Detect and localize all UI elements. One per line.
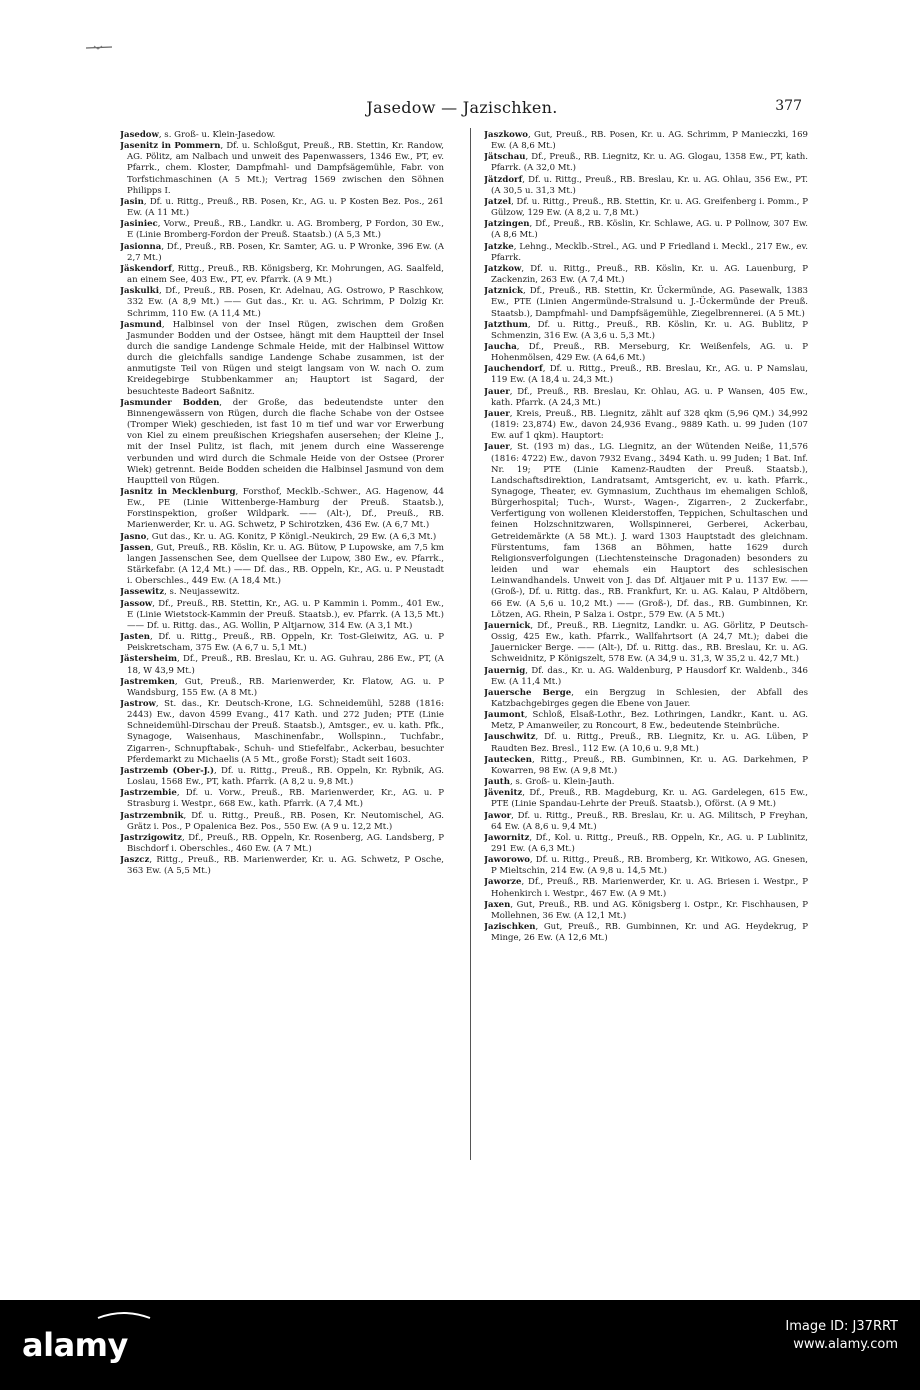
entry-headword: Jazischken: [484, 922, 536, 933]
entry-text: , Df., Preuß., RB. Liegnitz, Landkr. u. AG. Görlitz, P Deutsch-Ossig, 425 Ew., kath. Pfarrk., Wallfahrtsort (A 24,7 Mt.); dabei die Jauernicker Berge. —— (Alt-), Df. u. Rittg. das., RB. Breslau, Kr. u. AG. Schweidnitz, P Königszelt, 578 Ew. (A 34,9 u. 31,3, W 35,2 u. 42,7 Mt.): [491, 620, 808, 665]
entry-text: , Df., Preuß., RB. Breslau, Kr. Ohlau, AG. u. P Wansen, 405 Ew., kath. Pfarrk. (A 24,3 Mt.): [491, 386, 808, 408]
entry-text: , Df., Preuß., RB. Posen, Kr. Adelnau, AG. Ostrowo, P Raschkow, 332 Ew. (A 8,9 Mt.) —— Gut das., Kr. u. AG. Schrimm, P Dolzig Kr. Schrimm, 110 Ew. (A 11,4 Mt.): [127, 286, 444, 319]
dictionary-entry: [484, 877, 808, 899]
entry-headword: Jaszkowo: [484, 130, 528, 140]
dictionary-entry: [484, 264, 808, 286]
entry-headword: Jaszcz: [120, 855, 150, 866]
dictionary-entry: [484, 197, 808, 219]
entry-text: , Schloß, Elsaß-Lothr., Bez. Lothringen, Landkr., Kant. u. AG. Metz, P Amanweiler, zu Roncourt, 8 Ew., bedeutende Steinbrüche.: [491, 710, 808, 732]
entry-headword: Jasionna: [120, 241, 162, 252]
entry-text: , Rittg., Preuß., RB. Königsberg, Kr. Mohrungen, AG. Saalfeld, an einem See, 403 Ew., PT, ev. Pfarrk. (A 9 Mt.): [127, 263, 444, 286]
entry-headword: Jasin: [120, 196, 144, 207]
entry-text: , St. das., Kr. Deutsch-Krone, LG. Schneidemühl, 5288 (1816: 2443) Ew., davon 4599 Evang., 417 Kath. und 272 Juden; PTE (Linie Schneidemühl-Dirschau der Preuß. Staatsb.), Amtsger., ev. u. kath. Pfk., Synagoge, Waisenhaus, Maschinenfabr., Wollspinn., Tuchfabr., Zigarren-, Schnupftabak-, Schuh- und Stiefelfabr., Ackerbau, besuchter Pferdemarkt zu Michaelis (A 5 Mt., große Forst); Stadt seit 1603.: [127, 698, 444, 765]
entry-text: , s. Neujassewitz.: [164, 587, 240, 598]
right-column: [484, 130, 808, 1160]
dictionary-entry: [484, 242, 808, 264]
entry-headword: Jasmund: [120, 319, 162, 330]
entry-headword: Jaucha: [484, 341, 517, 352]
dictionary-entry: [484, 152, 808, 174]
entry-text: , Df. u. Rittg., Preuß., RB. Posen, Kr. Neutomischel, AG. Grätz i. Pos., P Opalenica Bez. Pos., 550 Ew. (A 9 u. 12,2 Mt.): [127, 810, 444, 832]
entry-text: , Df. das., Kr. u. AG. Waldenburg, P Hausdorf Kr. Waldenb., 346 Ew. (A 11,4 Mt.): [491, 665, 808, 687]
entry-headword: Jatzel: [484, 196, 512, 207]
dictionary-entry: [484, 811, 808, 833]
running-title: Jasedow — Jazischken.: [366, 98, 558, 117]
dictionary-entry: [484, 710, 808, 732]
entry-headword: Jauer: [484, 408, 510, 419]
entry-text: , Df. u. Rittg., Preuß., RB. Breslau, Kr., AG. u. P Namslau, 119 Ew. (A 18,4 u. 24,3 Mt.): [491, 364, 808, 386]
entry-headword: Jauth: [484, 777, 510, 788]
dictionary-entry: [120, 286, 444, 319]
entry-text: , Df. u. Schloßgut, Preuß., RB. Stettin, Kr. Randow, AG. Pölitz, am Nalbach und unweit des Papenwassers, 1346 Ew., PT, ev. Pfarrk., chem. Kloster, Dampfmahl- und Dampfsägemühle, Fabr. von Torfstichmaschinen (A 5 Mt.); Vertrag 1569 zwischen den Söhnen Philipps I.: [127, 141, 444, 196]
entry-text: , Vorw., Preuß., RB., Landkr. u. AG. Bromberg, P Fordon, 30 Ew., E (Linie Bromberg-Fordon der Preuß. Staatsb.) (A 5,3 Mt.): [127, 219, 444, 241]
entry-text: , Df. u. Rittg., Preuß., RB. Breslau, Kr. u. AG. Militsch, P Freyhan, 64 Ew. (A 8,6 u. 9,4 Mt.): [491, 810, 808, 832]
dictionary-entry: [484, 833, 808, 855]
entry-text: , Df. u. Rittg., Preuß., RB. Stettin, Kr. u. AG. Greifenberg i. Pomm., P Gülzow, 129 Ew. (A 8,2 u. 7,8 Mt.): [491, 196, 808, 219]
dictionary-entry: [484, 855, 808, 877]
left-column: [120, 130, 444, 1160]
entry-headword: Jauchendorf: [484, 364, 543, 375]
dictionary-entry: [120, 130, 444, 141]
entry-text: , Rittg., Preuß., RB. Marienwerder, Kr. u. AG. Schwetz, P Osche, 363 Ew. (A 5,5 Mt.): [127, 855, 444, 877]
dictionary-entry: [484, 364, 808, 386]
entry-headword: Jasnitz in Mecklenburg: [120, 487, 236, 497]
entry-headword: Jastrzembnik: [120, 810, 184, 821]
entry-text: , Df. u. Rittg., Preuß., RB. Köslin, Kr. u. AG. Bublitz, P Schmenzin, 316 Ew. (A 3,6 u. 5,3 Mt.): [491, 319, 808, 341]
entry-headword: Jauer: [484, 386, 510, 397]
entry-text: , Df. u. Rittg., Preuß., RB. Köslin, Kr. u. AG. Lauenburg, P Zackenzin, 263 Ew. (A 7,4 Mt.): [491, 263, 808, 286]
entry-text: , Gut das., Kr. u. AG. Konitz, P Königl.-Neukirch, 29 Ew. (A 6,3 Mt.): [146, 531, 437, 542]
dictionary-entry: [120, 599, 444, 632]
entry-headword: Jauschwitz: [484, 732, 536, 743]
dictionary-entry: [120, 543, 444, 588]
entry-headword: Jasenitz in Pommern: [120, 141, 221, 152]
entry-text: , Df. u. Vorw., Preuß., RB. Marienwerder, Kr., AG. u. P Strasburg i. Westpr., 668 Ew., kath. Pfarrk. (A 7,4 Mt.): [127, 788, 444, 810]
dictionary-entry: [120, 677, 444, 699]
entry-headword: Jätschau: [484, 152, 526, 163]
dictionary-entry: [484, 788, 808, 810]
entry-headword: Jasten: [120, 632, 150, 643]
entry-text: , Gut, Preuß., RB. Posen, Kr. u. AG. Schrimm, P Manieczki, 169 Ew. (A 8,6 Mt.): [491, 130, 808, 152]
entry-headword: Jawor: [484, 810, 512, 821]
entry-headword: Jatzkow: [484, 263, 522, 274]
dictionary-entry: [484, 320, 808, 342]
entry-text: , Df., Preuß., RB. Liegnitz, Kr. u. AG. Glogau, 1358 Ew., PT, kath. Pfarrk. (A 32,0 Mt.): [491, 152, 808, 174]
watermark-logo-arc-icon: [96, 1311, 152, 1319]
watermark-logo: alamy: [22, 1326, 128, 1364]
page-corner-mark-icon: [86, 44, 112, 52]
entry-text: , Lehng., Mecklb.-Strel., AG. und P Friedland i. Meckl., 217 Ew., ev. Pfarrk.: [491, 241, 808, 263]
dictionary-entry: [120, 766, 444, 788]
dictionary-entry: [484, 666, 808, 688]
entry-text: , Gut, Preuß., RB. Köslin, Kr. u. AG. Bütow, P Lupowske, am 7,5 km langen Jassenschen See, dem Quellsee der Lupow, 380 Ew., ev. Pfarrk., Stärkefabr. (A 12,4 Mt.) —— Df. das., RB. Oppeln, Kr., AG. u. P Neustadt i. Oberschles., 449 Ew. (A 18,4 Mt.): [127, 542, 444, 587]
dictionary-entry: [120, 398, 444, 487]
page-header: [122, 98, 802, 122]
dictionary-entry: [120, 833, 444, 855]
entry-text: , Gut, Preuß., RB. Marienwerder, Kr. Flatow, AG. u. P Wandsburg, 155 Ew. (A 8 Mt.): [127, 676, 444, 698]
dictionary-entry: [484, 621, 808, 666]
entry-text: , Df., Preuß., RB. Stettin, Kr., AG. u. P Kammin i. Pomm., 401 Ew., E (Linie Wietstock-Kammin der Preuß. Staatsb.), ev. Pfarrk. (A 13,5 Mt.) —— Df. u. Rittg. das., AG. Wollin, P Altjarnow, 314 Ew. (A 3,1 Mt.): [127, 598, 444, 631]
entry-text: , Kreis, Preuß., RB. Liegnitz, zählt auf 328 qkm (5,96 QM.) 34,992 (1819: 23,874) Ew., davon 24,936 Evang., 9889 Kath. u. 99 Juden (107 Ew. auf 1 qkm). Hauptort:: [491, 408, 808, 442]
entry-headword: Jasno: [120, 531, 147, 542]
entry-headword: Jasiniec: [120, 219, 158, 230]
dictionary-entry: [484, 409, 808, 442]
dictionary-entry: [120, 141, 444, 197]
entry-text: , Df., Preuß., RB. Stettin, Kr. Ückermünde, AG. Pasewalk, 1383 Ew., PTE (Linien Angermünde-Stralsund u. J.-Ückermünde der Preuß. Staatsb.), Dampfmahl- und Dampfsägemühle, Ziegelbrennerei. (A 5 Mt.): [491, 286, 808, 319]
entry-headword: Jastremken: [120, 676, 175, 687]
entry-headword: Jästersheim: [120, 654, 178, 665]
dictionary-entry: [120, 788, 444, 810]
entry-headword: Jäskendorf: [120, 263, 172, 274]
entry-headword: Jastrzigowitz: [120, 832, 183, 843]
entry-text: , Df. u. Rittg., Preuß., RB. Oppeln, Kr. Rybnik, AG. Loslau, 1568 Ew., PT, kath. Pfarrk. (A 8,2 u. 9,8 Mt.): [127, 765, 444, 788]
entry-text: , Gut, Preuß., RB. Gumbinnen, Kr. und AG. Heydekrug, P Minge, 26 Ew. (A 12,6 Mt.): [491, 922, 808, 944]
dictionary-entry: [120, 487, 444, 532]
entry-headword: Jaworowo: [484, 855, 530, 866]
entry-headword: Jatzke: [484, 241, 514, 252]
entry-headword: Jaumont: [484, 710, 525, 721]
page-number: 377: [775, 98, 802, 114]
entry-text: , Forsthof, Mecklb.-Schwer., AG. Hagenow, 44 Ew., PE (Linie Wittenberge-Hamburg der Preuß. Staatsb.), Forstinspektion, großer Wildpark. —— (Alt-), Df., Preuß., RB. Marienwerder, Kr. u. AG. Schwetz, P Schirotzken, 436 Ew. (A 6,7 Mt.): [127, 487, 444, 531]
entry-headword: Jawornitz: [484, 832, 530, 843]
dictionary-entry: [484, 732, 808, 754]
watermark-image-id: Image ID: J37RRT: [785, 1319, 898, 1334]
dictionary-entry: [120, 699, 444, 766]
dictionary-entry: [120, 654, 444, 676]
entry-headword: Jassow: [120, 598, 153, 609]
entry-text: , s. Groß- u. Klein-Jauth.: [509, 777, 615, 788]
entry-headword: Jastrzembie: [120, 788, 177, 799]
dictionary-entry: [484, 922, 808, 944]
dictionary-entry: [120, 532, 444, 543]
watermark-meta: [785, 1318, 898, 1354]
entry-text: , Df., Preuß., RB. Oppeln, Kr. Rosenberg, AG. Landsberg, P Bischdorf i. Oberschles., 460 Ew. (A 7 Mt.): [127, 832, 444, 854]
entry-text: , Df., Preuß., RB. Magdeburg, Kr. u. AG. Gardelegen, 615 Ew., PTE (Linie Spandau-Lehrte der Preuß. Staatsb.), Oförst. (A 9 Mt.): [491, 788, 808, 810]
entry-text: , Df. u. Rittg., Preuß., RB. Bromberg, Kr. Witkowo, AG. Gnesen, P Mieltschin, 214 Ew. (A 9,8 u. 14,5 Mt.): [491, 855, 808, 877]
entry-text: , Df., Preuß., RB. Posen, Kr. Samter, AG. u. P Wronke, 396 Ew. (A 2,7 Mt.): [127, 241, 444, 263]
entry-text: , Df., Preuß., RB. Marienwerder, Kr. u. AG. Briesen i. Westpr., P Hohenkirch i. Westpr., 467 Ew. (A 9 Mt.): [491, 877, 808, 899]
dictionary-entry: [484, 130, 808, 152]
entry-text: , Df. u. Rittg., Preuß., RB. Oppeln, Kr. Tost-Gleiwitz, AG. u. P Peiskretscham, 375 Ew. (A 6,7 u. 5,1 Mt.): [127, 632, 444, 654]
entry-headword: Jautecken: [484, 754, 532, 765]
dictionary-entry: [120, 587, 444, 598]
entry-headword: Jaworze: [484, 877, 522, 888]
entry-text: , Halbinsel von der Insel Rügen, zwischen dem Großen Jasmunder Bodden und der Ostsee, hängt mit dem Hauptteil der Insel durch die sandige Landenge Schmale Heide, mit der Halbinsel Wittow durch die gleichfalls sandige Landenge Schabe zusammen, ist der anmutigste Teil von Rügen und steigt langsam von W. nach O. zum Kreidegebirge Stubbenkammer an; Hauptort ist Sagard, der besuchteste Badeort Saßnitz.: [127, 319, 444, 397]
entry-text: , Df., Preuß., RB. Breslau, Kr. u. AG. Guhrau, 286 Ew., PT, (A 18, W 43,9 Mt.): [127, 654, 444, 676]
entry-headword: Jaskulki: [120, 286, 159, 297]
dictionary-entry: [484, 219, 808, 241]
entry-headword: Jatznick: [484, 286, 523, 297]
entry-headword: Jassewitz: [120, 587, 165, 598]
entry-text: , s. Groß- u. Klein-Jasedow.: [158, 130, 276, 140]
dictionary-entry: [120, 320, 444, 398]
entry-headword: Jasedow: [120, 130, 159, 140]
entry-headword: Jatzthum: [484, 319, 528, 330]
dictionary-entry: [484, 387, 808, 409]
entry-text: , Df., Preuß., RB. Merseburg, Kr. Weißenfels, AG. u. P Hohenmölsen, 429 Ew. (A 64,6 Mt.): [491, 341, 808, 364]
entry-text: , St. (193 m) das., LG. Liegnitz, an der Wütenden Neiße, 11,576 (1816: 4722) Ew., davon 7932 Evang., 3494 Kath. u. 99 Juden; 1 Bat. Inf. Nr. 19; PTE (Linie Kamenz-Raudten der Preuß. Staatsb.), Landschaftsdirektion, Landratsamt, Amtsgericht, ev. u. kath. Pfarrk., Synagoge, Theater, ev. Gymnasium, Zuchthaus im ehemaligen Schloß, Bürgerhospital; Tuch-, Wurst-, Wagen-, Zigarren-, 2 Zuckerfabr., Verfertigung von wollenen Kleiderstoffen, Teppichen, Schultaschen und feinen Holzschnitzwaren, Wollspinnerei, Gerberei, Ackerbau, Getreidemärkte (A 58 Mt.). J. ward 1303 Hauptstadt des gleichnam. Fürstentums, fam 1368 an Böhmen, hatte 1629 durch Religionsverfolgungen (Liechtensteinsche Dragonaden) besonders zu leiden und war ehemals ein Hauptort des schlesischen Leinwandhandels. Unweit von J. das Df. Altjauer mit P u. 1137 Ew. —— (Groß-), Df. u. Rittg. das., RB. Frankfurt, Kr. u. AG. Kalau, P Altdöbern, 66 Ew. (A 5,6 u. 10,2 Mt.) —— (Groß-), Df. das., RB. Gumbinnen, Kr. Lötzen, AG. Rhein, P Salza i. Ostpr., 579 Ew. (A 5 Mt.): [491, 442, 808, 620]
dictionary-entry: [120, 264, 444, 286]
entry-text: , der Große, das bedeutendste unter den Binnengewässern von Rügen, durch die flache Schabe von der Ostsee (Tromper Wiek) geschieden, ist fast 10 m tief und war vor Erwerbung von Kiel zu einem preußischen Kriegshafen ausersehen; der Kleine J., mit der Insel Pulitz, ist flach, mit jenem durch eine Wasserenge verbunden und wird durch die Schmale Heide von der Ostsee (Prorer Wiek) getrennt. Beide Bodden scheiden die Halbinsel Jasmund von dem Hauptteil von Rügen.: [127, 397, 444, 486]
dictionary-entry: [120, 632, 444, 654]
entry-text: , Df. u. Rittg., Preuß., RB. Posen, Kr., AG. u. P Kosten Bez. Pos., 261 Ew. (A 11 Mt.): [127, 196, 444, 219]
dictionary-entry: [120, 811, 444, 833]
dictionary-entry: [484, 688, 808, 710]
dictionary-entry: [120, 197, 444, 219]
entry-headword: Jauersche Berge: [484, 687, 572, 698]
entry-text: , Rittg., Preuß., RB. Gumbinnen, Kr. u. AG. Darkehmen, P Kowarren, 98 Ew. (A 9,8 Mt.): [491, 754, 808, 776]
dictionary-entry: [484, 755, 808, 777]
entry-headword: Jauer: [484, 442, 510, 453]
entry-headword: Jassen: [120, 542, 151, 553]
entry-text: , Df., Kol. u. Rittg., Preuß., RB. Oppeln, Kr., AG. u. P Lublinitz, 291 Ew. (A 6,3 Mt.): [491, 832, 808, 854]
dictionary-entry: [484, 442, 808, 621]
dictionary-entry: [120, 219, 444, 241]
entry-text: , Df. u. Rittg., Preuß., RB. Liegnitz, Kr. u. AG. Lüben, P Raudten Bez. Bresl., 112 Ew. (A 10,6 u. 9,8 Mt.): [491, 732, 808, 754]
dictionary-entry: [120, 242, 444, 264]
entry-headword: Jatzingen: [484, 219, 530, 230]
dictionary-entry: [484, 342, 808, 364]
entry-text: , Df., Preuß., RB. Köslin, Kr. Schlawe, AG. u. P Pollnow, 307 Ew. (A 8,6 Mt.): [491, 219, 808, 241]
entry-text: , ein Bergzug in Schlesien, der Abfall des Katzbachgebirges gegen die Ebene von Jauer.: [491, 687, 808, 709]
dictionary-entry: [484, 900, 808, 922]
entry-text: , Gut, Preuß., RB. und AG. Königsberg i. Ostpr., Kr. Fischhausen, P Mollehnen, 36 Ew. (A 12,1 Mt.): [491, 899, 808, 921]
dictionary-entry: [484, 777, 808, 788]
entry-headword: Jauernig: [484, 665, 526, 676]
entry-text: , Df. u. Rittg., Preuß., RB. Breslau, Kr. u. AG. Ohlau, 356 Ew., PT. (A 30,5 u. 31,3 Mt.): [491, 174, 808, 196]
entry-headword: Jauernick: [484, 620, 531, 631]
dictionary-entry: [120, 855, 444, 877]
dictionary-entry: [484, 175, 808, 197]
watermark-site: www.alamy.com: [793, 1337, 898, 1352]
entry-headword: Jasmunder Bodden: [120, 397, 220, 408]
dictionary-entry: [484, 286, 808, 319]
entry-headword: Jävenitz: [484, 788, 523, 799]
entry-headword: Jastrzemb (Ober-J.): [120, 765, 215, 776]
entry-headword: Jaxen: [484, 899, 511, 910]
entry-headword: Jastrow: [120, 698, 156, 709]
entry-headword: Jätzdorf: [484, 174, 523, 185]
column-divider: [470, 128, 471, 1160]
